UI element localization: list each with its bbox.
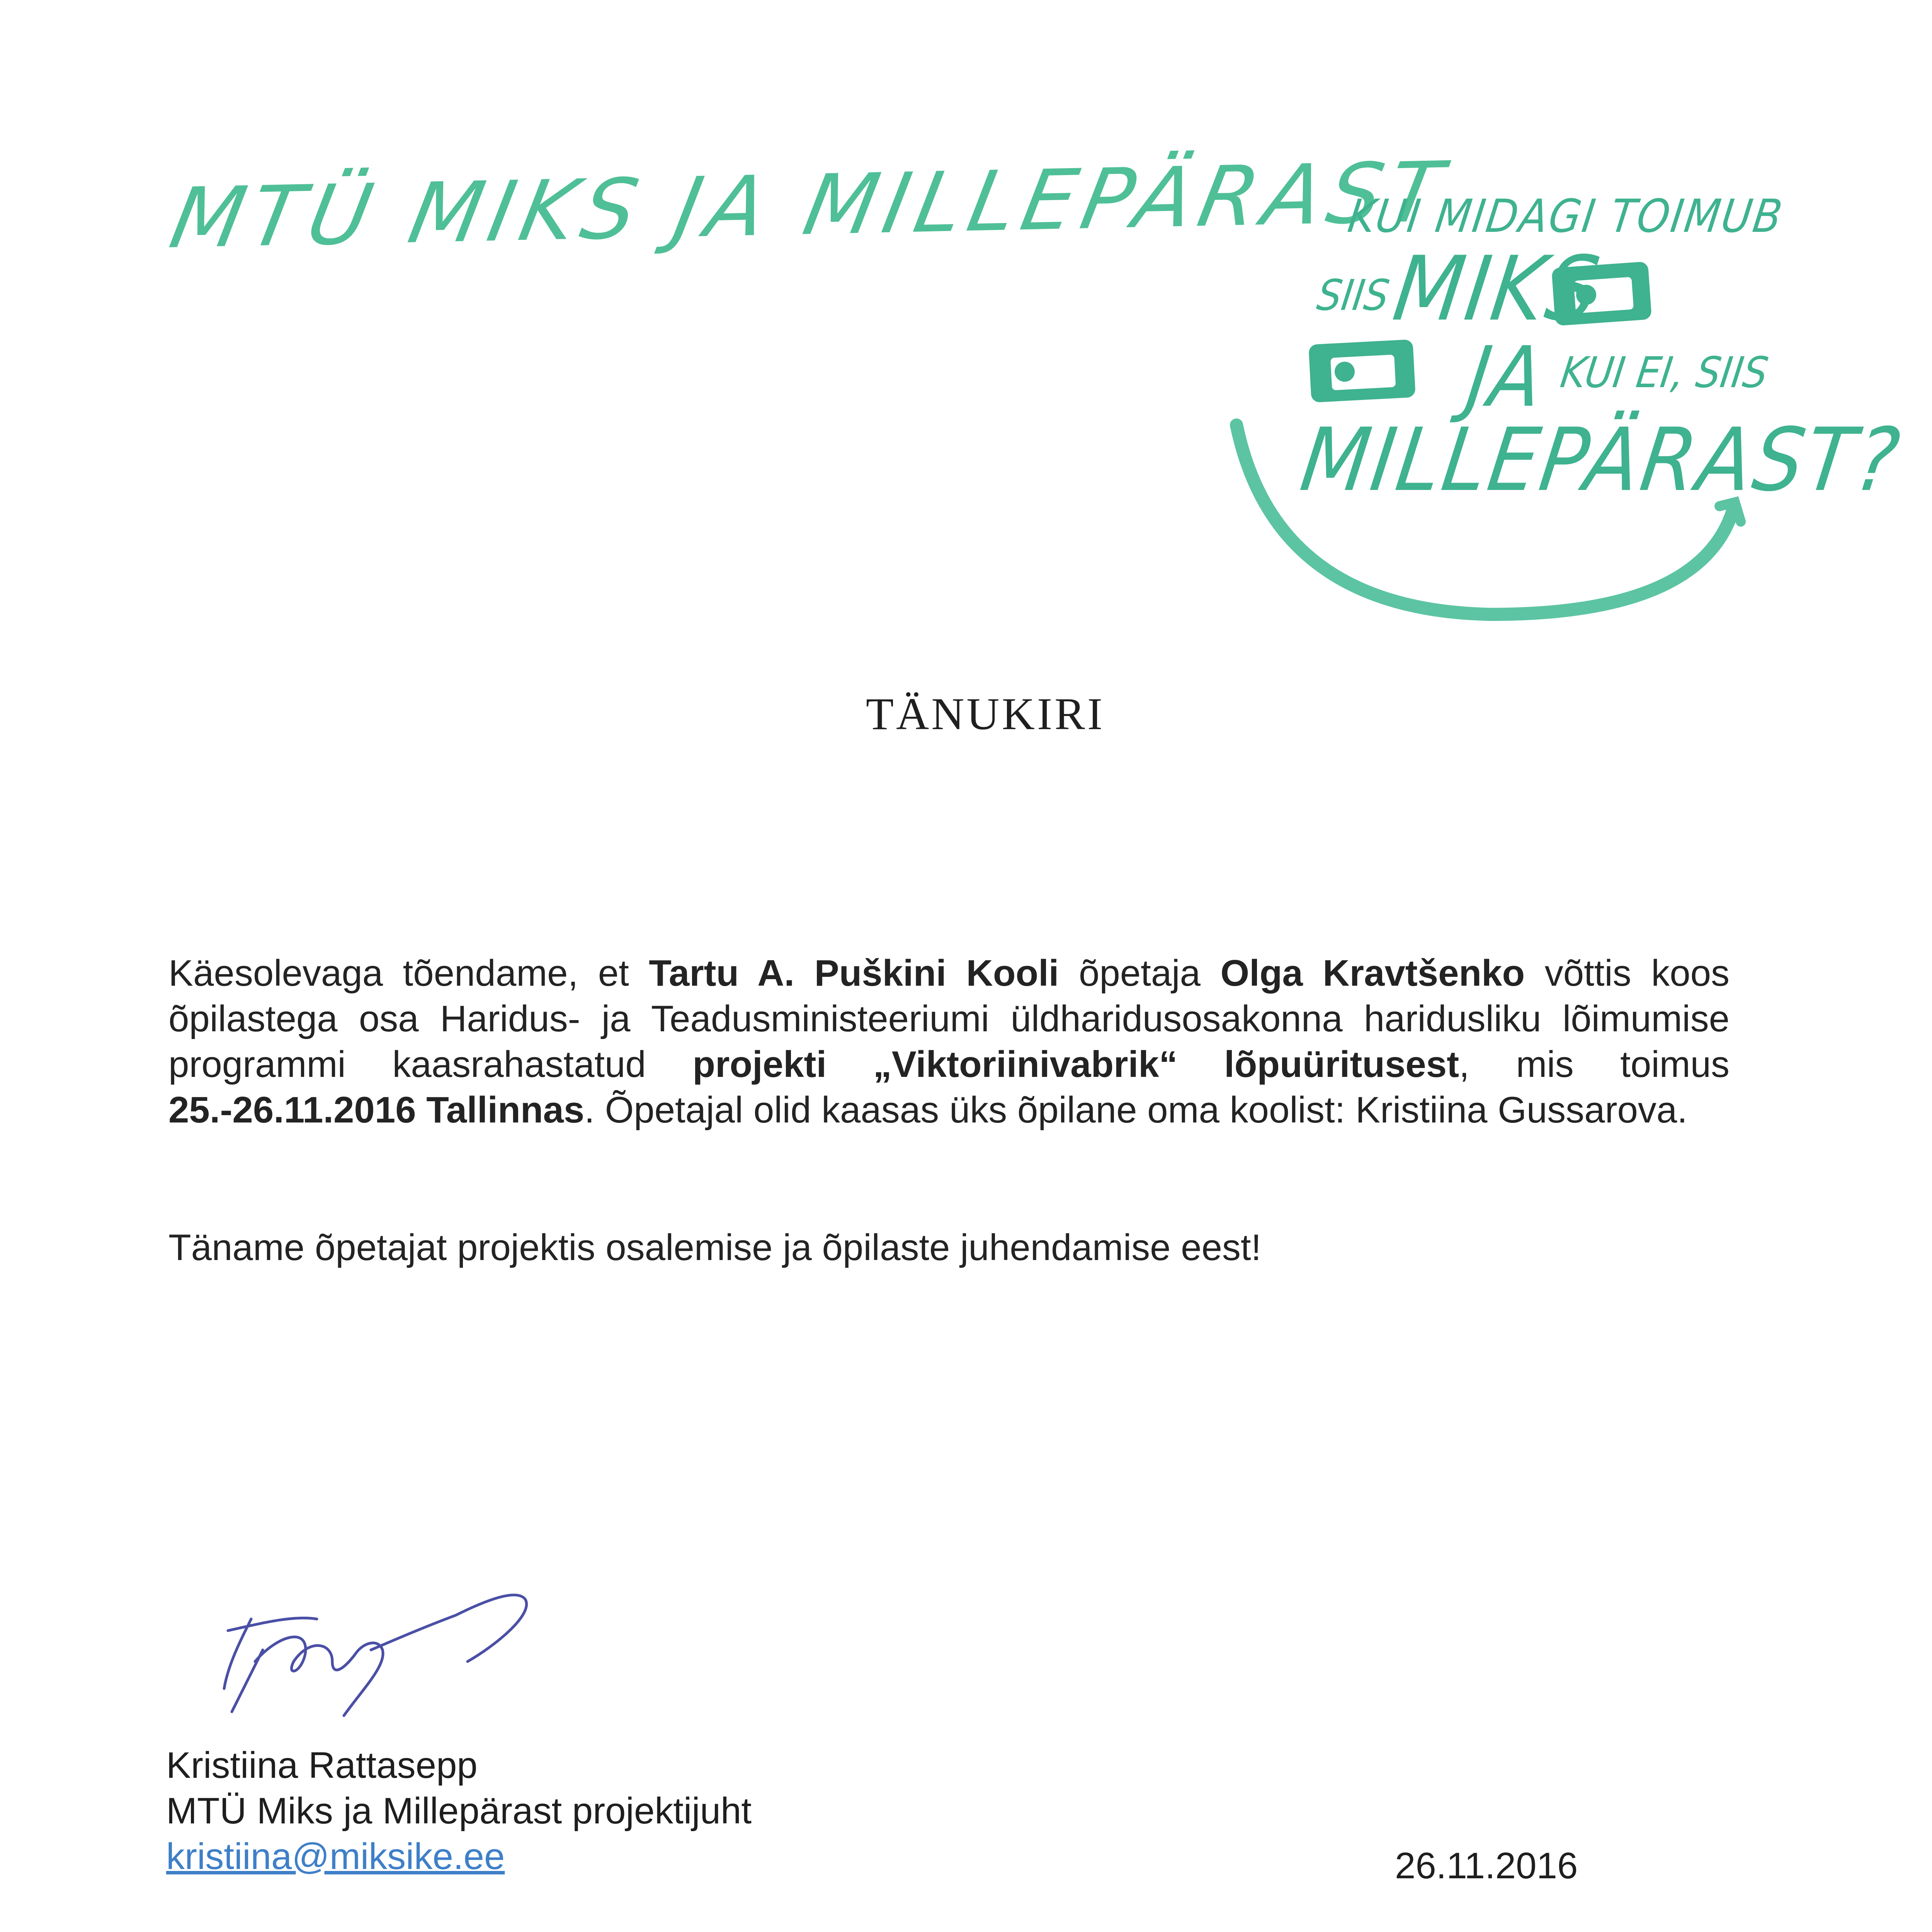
- signatory-email-link[interactable]: kristiina@miksike.ee: [166, 1836, 505, 1877]
- logo-line-2b: MIKS: [1388, 238, 1607, 341]
- organization-name-header: MTÜ MIKS JA MILLEPÄRAST: [163, 143, 1456, 267]
- document-title: TÄNUKIRI: [866, 689, 1105, 739]
- organization-logo: [1221, 170, 1907, 641]
- logo-line-3b: KUI EI, SIIS: [1558, 348, 1771, 397]
- paragraph-text: Käesolevaga tõendame, et: [168, 952, 649, 994]
- camera-eye-icon: [1308, 339, 1415, 403]
- thanks-paragraph: Täname õpetajat projektis osalemise ja õpilaste juhendamise eest!: [168, 1227, 1262, 1268]
- document-date: 26.11.2016: [1395, 1845, 1578, 1886]
- handwritten-signature: [216, 1573, 564, 1719]
- project-name: projekti „Viktoriinivabrik“ lõpuüritusest: [692, 1044, 1459, 1085]
- logo-line-4: MILLEPÄRAST?: [1295, 410, 1907, 511]
- logo-line-1: KUI MIDAGI TOIMUB: [1345, 189, 1787, 243]
- teacher-name: Olga Kravtšenko: [1220, 952, 1525, 994]
- paragraph-text: . Õpetajal olid kaasas üks õpilane oma koolist: Kristiina Gussarova.: [584, 1089, 1687, 1131]
- paragraph-text: võttis koos õpilastega osa Haridus- ja Teadusministeeriumi üldharidusosakonna haridusliku lõimumise programmi kaasrahastatud: [168, 952, 1730, 1085]
- event-date-location: 25.-26.11.2016 Tallinnas: [168, 1089, 585, 1131]
- school-name: Tartu A. Puškini Kooli: [649, 952, 1059, 994]
- certificate-paragraph: [168, 951, 1730, 1133]
- paragraph-text: õpetaja: [1059, 952, 1221, 994]
- logo-line-2a: SIIS: [1314, 270, 1393, 320]
- logo-line-3a: JA: [1461, 328, 1548, 425]
- signatory-role: MTÜ Miks ja Millepärast projektijuht: [166, 1790, 752, 1832]
- signatory-name: Kristiina Rattasepp: [166, 1745, 478, 1786]
- paragraph-text: , mis toimus: [1459, 1044, 1730, 1085]
